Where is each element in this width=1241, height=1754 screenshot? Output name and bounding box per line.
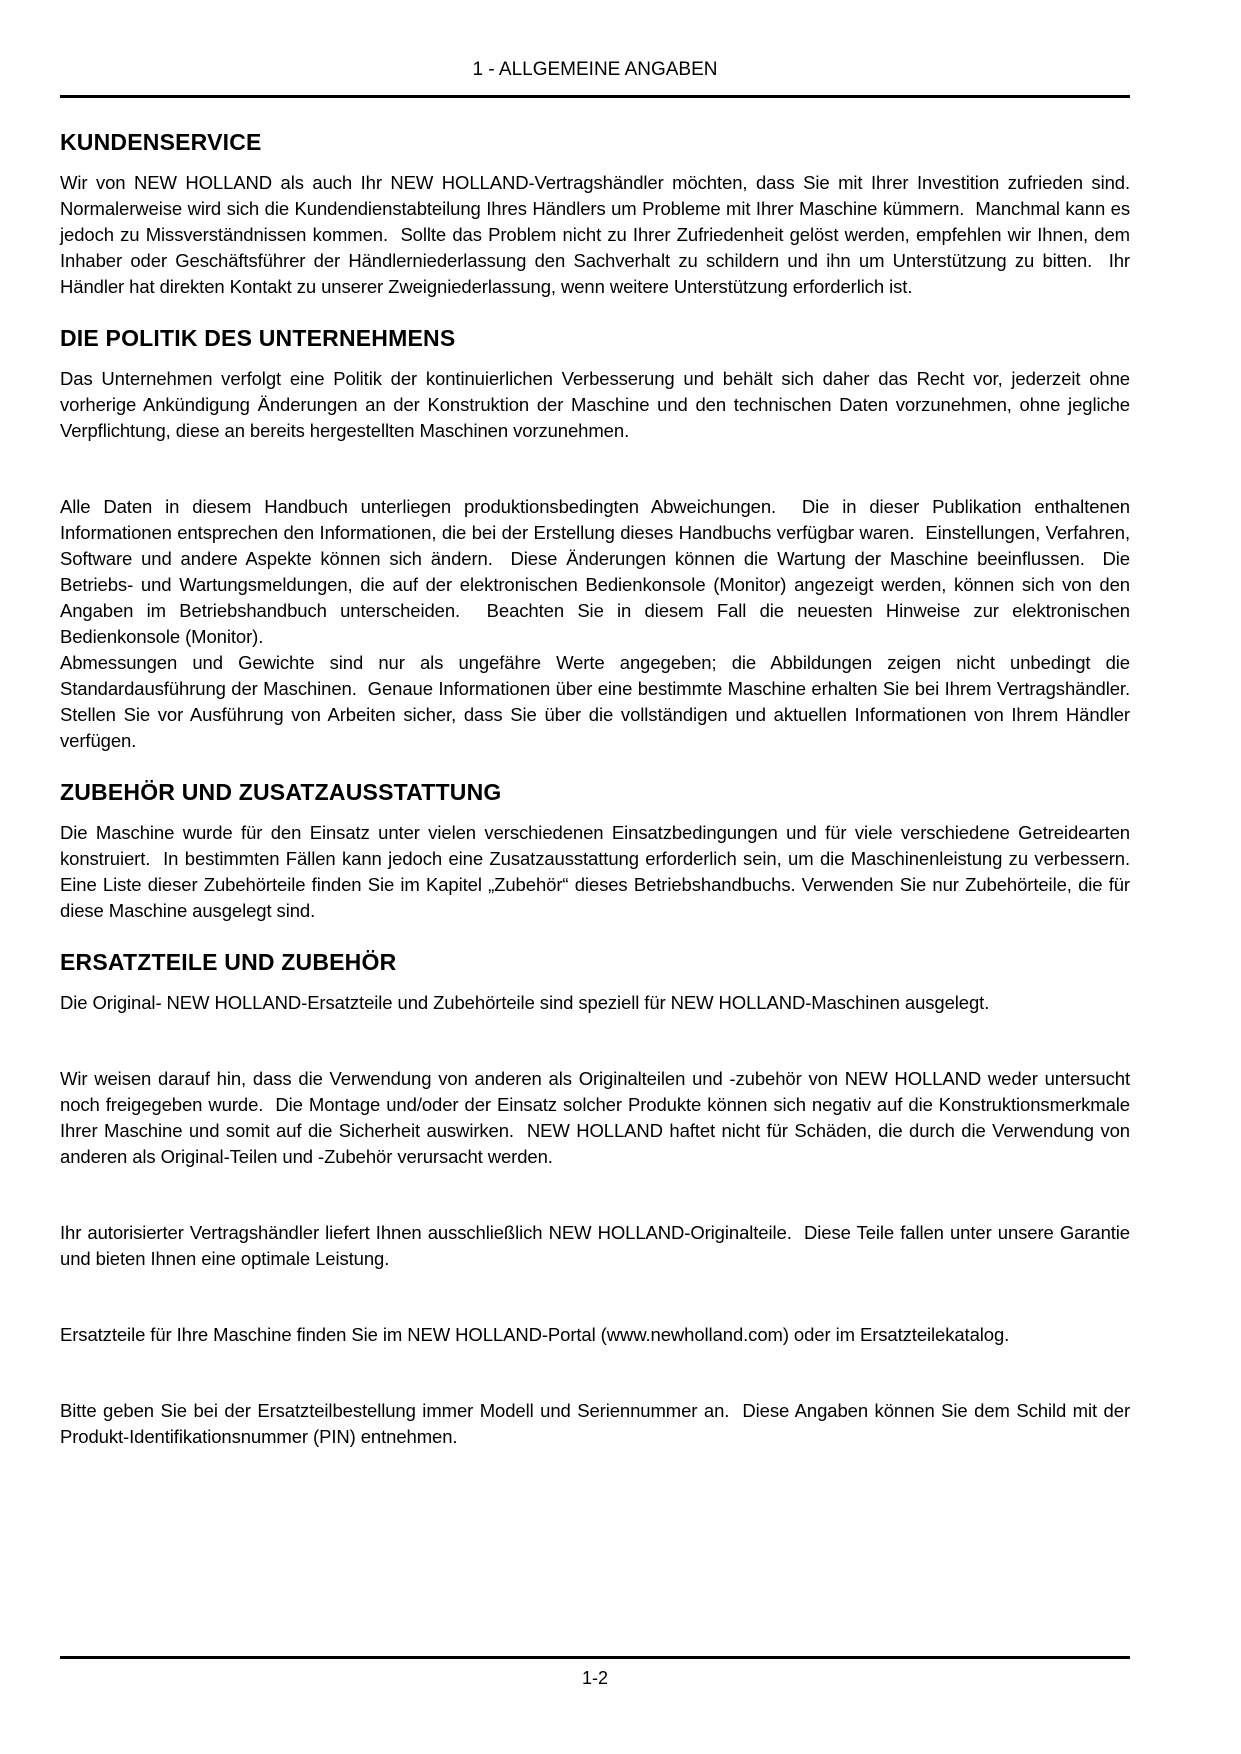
paragraph-ersatzteile-2: Wir weisen darauf hin, dass die Verwendung von anderen als Originalteilen und -zubehör von NEW HOLLAND weder untersucht noch freigegeben wurde. Die Montage und/oder der Einsatz solcher Produkte können sich negativ auf die Konstruktionsmerkmale Ihrer Maschine und somit auf die Sicherheit auswirken. NEW HOLLAND haftet nicht für Schäden, die durch die Verwendung von anderen als Original-Teilen und -Zubehör verursacht werden.: [60, 1068, 1136, 1167]
chapter-header: 1 - ALLGEMEINE ANGABEN: [472, 59, 718, 80]
paragraph-politik-3: Abmessungen und Gewichte sind nur als ungefähre Werte angegeben; die Abbildungen zeigen nicht unbedingt die Standardausführung der Maschinen. Genaue Informationen über eine bestimmte Maschine erhalten Sie bei Ihrem Vertragshändler. Stellen Sie vor Ausführung von Arbeiten sicher, dass Sie über die vollständigen und aktuellen Informationen von Ihrem Händler verfügen.: [60, 652, 1141, 751]
paragraph-zubehoer-1: Die Maschine wurde für den Einsatz unter vielen verschiedenen Einsatzbedingungen und für viele verschiedene Getreidearten konstruiert. In bestimmten Fällen kann jedoch eine Zusatzausstattung erforderlich sein, um die Maschinenleistung zu verbessern. Eine Liste dieser Zubehörteile finden Sie im Kapitel „Zubehör“ dieses Betriebshandbuchs. Verwenden Sie nur Zubehörteile, die für diese Maschine ausgelegt sind.: [60, 822, 1141, 921]
paragraph-ersatzteile-1: Die Original- NEW HOLLAND-Ersatzteile und Zubehörteile sind speziell für NEW HOLLAND-Maschinen ausgelegt.: [60, 992, 990, 1013]
paragraph-ersatzteile-4: Ersatzteile für Ihre Maschine finden Sie im NEW HOLLAND-Portal (www.newholland.com) oder im Ersatzteilekatalog.: [60, 1324, 1010, 1345]
header-rule: [60, 95, 1130, 98]
page-footer: [60, 1656, 1130, 1689]
paragraph-politik-2: Alle Daten in diesem Handbuch unterliegen produktionsbedingten Abweichungen. Die in dieser Publikation enthaltenen Informationen entsprechen den Informationen, die bei der Erstellung dieses Handbuchs verfügbar waren. Einstellungen, Verfahren, Software und andere Aspekte können sich ändern. Diese Änderungen können die Wartung der Maschine beeinflussen. Die Betriebs- und Wartungsmeldungen, die auf der elektronischen Bedienkonsole (Monitor) angezeigt werden, können sich von den Angaben im Betriebshandbuch unterscheiden. Beachten Sie in diesem Fall die neuesten Hinweise zur elektronischen Bedienkonsole (Monitor).: [60, 496, 1136, 647]
paragraph-ersatzteile-5: Bitte geben Sie bei der Ersatzteilbestellung immer Modell und Seriennummer an. Diese Angaben können Sie dem Schild mit der Produkt-Identifikationsnummer (PIN) entnehmen.: [60, 1400, 1136, 1447]
section-heading-zubehoer: ZUBEHÖR UND ZUSATZAUSSTATTUNG: [60, 779, 502, 805]
page-number: 1-2: [581, 1668, 608, 1688]
paragraph-kundenservice-1: Wir von NEW HOLLAND als auch Ihr NEW HOLLAND-Vertragshändler möchten, dass Sie mit Ihrer Investition zufrieden sind. Normalerweise wird sich die Kundendienstabteilung Ihres Händlers um Probleme mit Ihrer Maschine kümmern. Manchmal kann es jedoch zu Missverständnissen kommen. Sollte das Problem nicht zu Ihrer Zufriedenheit gelöst werden, empfehlen wir Ihnen, dem Inhaber oder Geschäftsführer der Händlerniederlassung den Sachverhalt zu schildern und ihn um Unterstützung zu bitten. Ihr Händler hat direkten Kontakt zu unserer Zweigniederlassung, wenn weitere Unterstützung erforderlich ist.: [60, 172, 1141, 297]
page-content: [60, 0, 1141, 1450]
section-heading-kundenservice: KUNDENSERVICE: [60, 129, 262, 155]
paragraph-politik-1: Das Unternehmen verfolgt eine Politik der kontinuierlichen Verbesserung und behält sich daher das Recht vor, jederzeit ohne vorherige Ankündigung Änderungen an der Konstruktion der Maschine und den technischen Daten vorzunehmen, ohne jegliche Verpflichtung, diese an bereits hergestellten Maschinen vorzunehmen.: [60, 368, 1136, 441]
section-heading-ersatzteile: ERSATZTEILE UND ZUBEHÖR: [60, 949, 397, 975]
footer-rule: [60, 1656, 1130, 1659]
section-heading-politik: DIE POLITIK DES UNTERNEHMENS: [60, 325, 456, 351]
paragraph-ersatzteile-3: Ihr autorisierter Vertragshändler liefert Ihnen ausschließlich NEW HOLLAND-Originalteile. Diese Teile fallen unter unsere Garantie und bieten Ihnen eine optimale Leistung.: [60, 1222, 1136, 1269]
